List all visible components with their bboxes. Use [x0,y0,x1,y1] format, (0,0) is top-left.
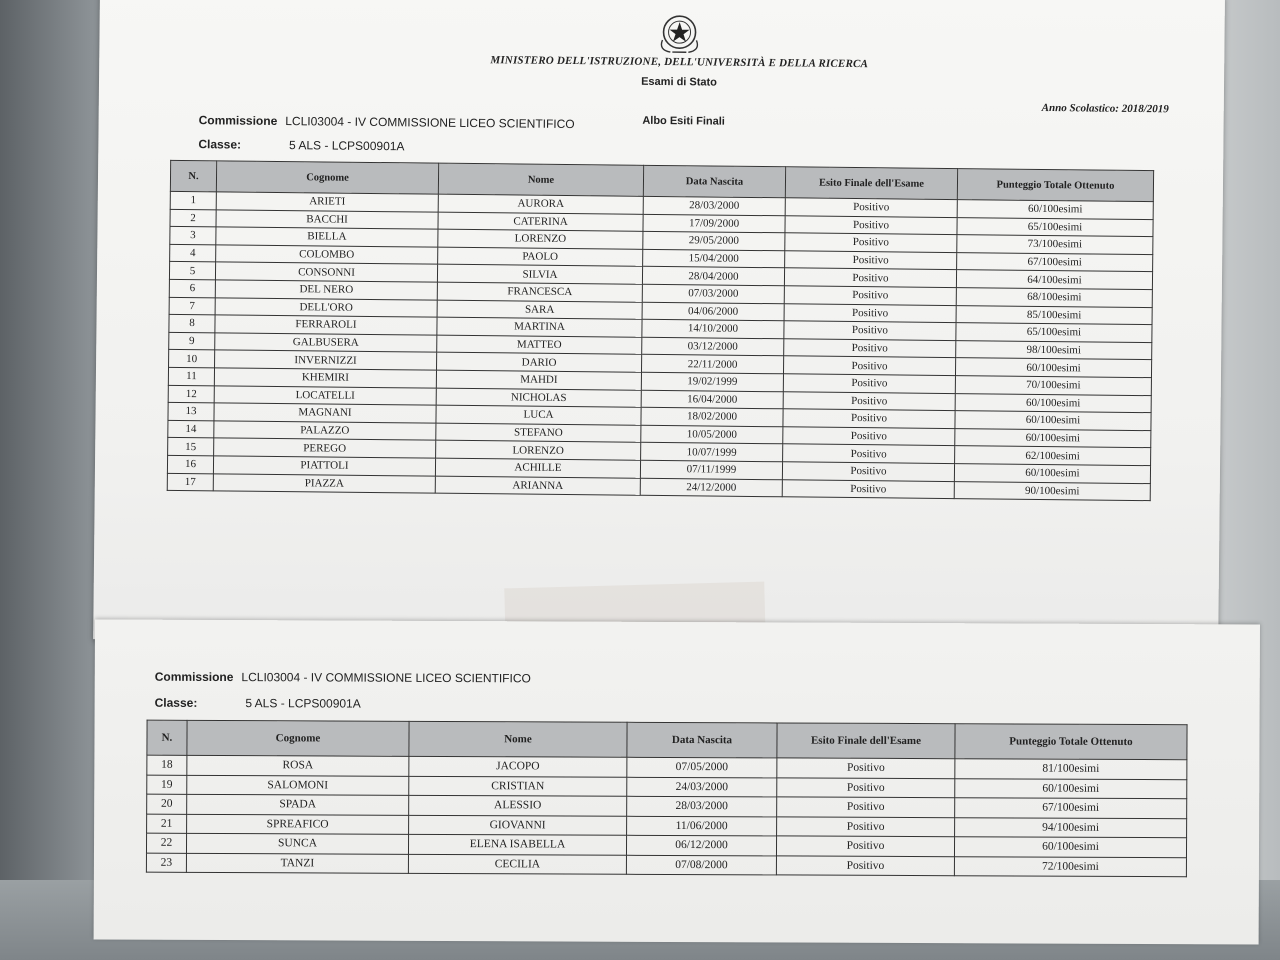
name-cell: LORENZO [438,229,643,249]
row-number-cell: 16 [167,455,213,473]
outcome-cell: Positivo [784,339,956,358]
birthdate-cell: 03/12/2000 [642,337,784,356]
row-number-cell: 10 [169,350,215,368]
class-line [198,137,404,153]
surname-cell: SALOMONI [187,775,409,795]
name-cell: MATTEO [437,335,642,355]
name-cell: GIOVANNI [409,815,627,835]
class-line-2 [155,696,361,711]
name-cell: LORENZO [436,440,641,460]
birthdate-cell: 28/03/2000 [643,196,785,215]
score-cell: 60/100esimi [957,200,1153,220]
surname-cell: COLOMBO [216,245,438,265]
birthdate-cell: 07/11/1999 [640,460,782,479]
outcome-cell: Positivo [783,391,955,410]
row-number-cell: 13 [168,402,214,420]
commission-label-2: Commissione [154,669,234,685]
col-name-header: Nome [438,163,643,196]
table-header-row-2 [147,720,1187,760]
score-cell: 94/100esimi [955,817,1187,838]
row-number-cell: 19 [147,775,187,795]
col-surname-header-2: Cognome [187,720,409,756]
surname-cell: SPADA [187,794,409,814]
surname-cell: PIATTOLI [213,456,435,476]
results-sheet-2 [94,619,1260,944]
row-number-cell: 11 [168,367,214,385]
surname-cell: BIELLA [216,227,438,247]
surname-cell: PEREGO [214,438,436,458]
surname-cell: ARIETI [216,192,438,212]
commission-line-2 [155,670,531,686]
name-cell: ELENA ISABELLA [408,834,626,854]
score-cell: 90/100esimi [954,481,1150,501]
col-outcome-header: Esito Finale dell'Esame [785,167,957,200]
exam-subtitle: Esami di Stato [641,75,717,89]
results-table-1 [167,160,1154,501]
col-name-header-2: Nome [409,721,627,757]
name-cell: CRISTIAN [409,776,627,796]
birthdate-cell: 16/04/2000 [641,390,783,409]
outcome-cell: Positivo [783,444,955,463]
score-cell: 60/100esimi [955,411,1151,431]
score-cell: 67/100esimi [957,252,1153,272]
score-cell: 68/100esimi [956,288,1152,308]
surname-cell: GALBUSERA [215,333,437,353]
birthdate-cell: 29/05/2000 [643,231,785,250]
surname-cell: LOCATELLI [214,385,436,405]
birthdate-cell: 24/03/2000 [627,777,777,797]
col-number-header: N. [170,160,216,191]
name-cell: NICHOLAS [436,388,641,408]
table-row [146,853,1186,877]
name-cell: SILVIA [437,265,642,285]
score-cell: 64/100esimi [956,270,1152,290]
surname-cell: CONSONNI [215,262,437,282]
score-cell: 60/100esimi [954,837,1186,858]
col-number-header-2: N. [147,720,187,755]
class-label: Classe: [198,137,242,152]
surname-cell: SPREAFICO [187,814,409,834]
name-cell: LUCA [436,405,641,425]
name-cell: ACHILLE [435,458,640,478]
row-number-cell: 15 [168,438,214,456]
surname-cell: MAGNANI [214,403,436,423]
outcome-cell: Positivo [782,479,954,498]
results-sheet-1 [93,0,1225,651]
row-number-cell: 5 [169,262,215,280]
birthdate-cell: 07/03/2000 [642,284,784,303]
birthdate-cell: 19/02/1999 [641,372,783,391]
class-value-2: 5 ALS - LCPS00901A [245,696,361,711]
birthdate-cell: 28/04/2000 [642,267,784,286]
score-cell: 60/100esimi [954,463,1150,483]
col-surname-header: Cognome [216,161,438,194]
row-number-cell: 18 [147,755,187,775]
row-number-cell: 14 [168,420,214,438]
score-cell: 60/100esimi [955,358,1151,378]
name-cell: ALESSIO [409,795,627,815]
name-cell: MAHDI [436,370,641,390]
row-number-cell: 4 [170,244,216,262]
surname-cell: FERRAROLI [215,315,437,335]
outcome-cell: Positivo [784,268,956,287]
row-number-cell: 21 [147,814,187,834]
score-cell: 81/100esimi [955,759,1187,780]
score-cell: 70/100esimi [955,376,1151,396]
name-cell: CATERINA [438,212,643,232]
row-number-cell: 22 [146,833,186,853]
col-outcome-header-2: Esito Finale dell'Esame [777,723,955,759]
birthdate-cell: 14/10/2000 [642,319,784,338]
col-score-header: Punteggio Totale Ottenuto [957,169,1153,202]
results-table-1-body [167,191,1153,500]
school-year: Anno Scolastico: 2018/2019 [1041,101,1169,116]
birthdate-cell: 07/05/2000 [627,757,777,777]
row-number-cell: 2 [170,209,216,227]
row-number-cell: 17 [167,473,213,491]
outcome-cell: Positivo [785,251,957,270]
row-number-cell: 12 [168,385,214,403]
row-number-cell: 3 [170,227,216,245]
row-number-cell: 6 [169,279,215,297]
birthdate-cell: 11/06/2000 [627,816,777,836]
name-cell: PAOLO [438,247,643,267]
outcome-cell: Positivo [784,303,956,322]
score-cell: 65/100esimi [957,217,1153,237]
surname-cell: DEL NERO [215,280,437,300]
results-table-2 [146,720,1188,878]
birthdate-cell: 10/07/1999 [641,443,783,462]
birthdate-cell: 07/08/2000 [626,855,776,875]
name-cell: SARA [437,300,642,320]
commission-line [199,113,575,131]
surname-cell: BACCHI [216,209,438,229]
row-number-cell: 8 [169,315,215,333]
commission-value: LCLI03004 - IV COMMISSIONE LICEO SCIENTIFICO [285,114,575,132]
birthdate-cell: 18/02/2000 [641,407,783,426]
score-cell: 85/100esimi [956,305,1152,325]
outcome-cell: Positivo [784,321,956,340]
name-cell: STEFANO [436,423,641,443]
results-table-2-body [146,755,1187,877]
name-cell: FRANCESCA [437,282,642,302]
outcome-cell: Positivo [782,462,954,481]
outcome-cell: Positivo [785,215,957,234]
name-cell: CECILIA [408,854,626,874]
surname-cell: TANZI [186,853,408,873]
col-birthdate-header: Data Nascita [643,165,785,197]
row-number-cell: 7 [169,297,215,315]
row-number-cell: 1 [170,191,216,209]
score-cell: 60/100esimi [955,393,1151,413]
class-value: 5 ALS - LCPS00901A [288,138,405,154]
document-title: Albo Esiti Finali [642,114,725,128]
outcome-cell: Positivo [777,816,955,836]
outcome-cell: Positivo [776,836,954,856]
outcome-cell: Positivo [785,233,957,252]
surname-cell: INVERNIZZI [215,350,437,370]
row-number-cell: 9 [169,332,215,350]
commission-label: Commissione [198,113,278,128]
birthdate-cell: 06/12/2000 [626,835,776,855]
name-cell: JACOPO [409,756,627,776]
surname-cell: PIAZZA [213,473,435,493]
score-cell: 65/100esimi [956,323,1152,343]
col-birthdate-header-2: Data Nascita [627,722,777,758]
score-cell: 67/100esimi [955,798,1187,819]
row-number-cell: 23 [146,853,186,873]
outcome-cell: Positivo [783,356,955,375]
birthdate-cell: 22/11/2000 [641,355,783,374]
name-cell: AURORA [438,194,643,214]
score-cell: 60/100esimi [955,428,1151,448]
ministry-title: MINISTERO DELL'ISTRUZIONE, DELL'UNIVERSITÀ E DELLA RICERCA [490,54,869,71]
outcome-cell: Positivo [784,286,956,305]
score-cell: 98/100esimi [956,340,1152,360]
outcome-cell: Positivo [783,427,955,446]
birthdate-cell: 28/03/2000 [627,796,777,816]
outcome-cell: Positivo [777,758,955,778]
outcome-cell: Positivo [785,198,957,217]
outcome-cell: Positivo [777,797,955,817]
name-cell: MARTINA [437,317,642,337]
col-score-header-2: Punteggio Totale Ottenuto [955,724,1187,760]
birthdate-cell: 24/12/2000 [640,478,782,497]
birthdate-cell: 15/04/2000 [643,249,785,268]
surname-cell: DELL'ORO [215,297,437,317]
score-cell: 62/100esimi [955,446,1151,466]
surname-cell: KHEMIRI [214,368,436,388]
surname-cell: ROSA [187,755,409,775]
birthdate-cell: 10/05/2000 [641,425,783,444]
score-cell: 72/100esimi [954,856,1186,877]
outcome-cell: Positivo [783,409,955,428]
birthdate-cell: 04/06/2000 [642,302,784,321]
outcome-cell: Positivo [776,855,954,875]
surname-cell: PALAZZO [214,421,436,441]
birthdate-cell: 17/09/2000 [643,214,785,233]
surname-cell: SUNCA [186,833,408,853]
commission-value-2: LCLI03004 - IV COMMISSIONE LICEO SCIENTIFICO [241,670,531,686]
name-cell: ARIANNA [435,476,640,496]
outcome-cell: Positivo [777,777,955,797]
score-cell: 60/100esimi [955,778,1187,799]
score-cell: 73/100esimi [957,235,1153,255]
outcome-cell: Positivo [783,374,955,393]
republic-emblem-icon [654,10,704,57]
name-cell: DARIO [437,352,642,372]
row-number-cell: 20 [147,794,187,814]
class-label-2: Classe: [154,695,198,710]
